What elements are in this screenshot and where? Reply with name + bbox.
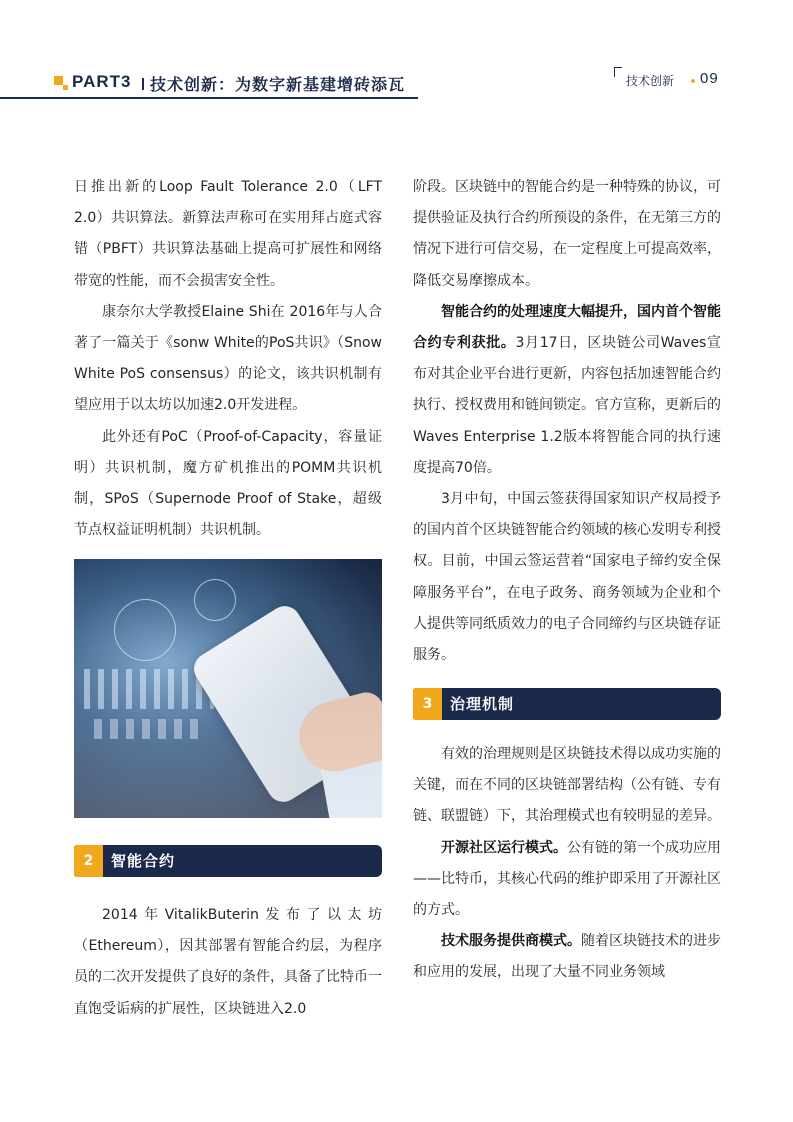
part-label: PART3 [72, 72, 132, 91]
paragraph: 2014年VitalikButerin发布了以太坊（Ethereum），因其部署有智能合约层，为程序员的二次开发提供了良好的条件，具备了比特币一直饱受诟病的扩展性，区块链进入2.0 [74, 907, 382, 1017]
paragraph: 康奈尔大学教授Elaine Shi在 2016年与人合著了一篇关于《sonw White的PoS共识》（Snow White PoS consensus）的论文，该共识机制有望应用于以太坊以加速2.0开发进程。 [74, 303, 382, 414]
page-number: 09 [700, 70, 719, 87]
paragraph [413, 833, 721, 927]
paragraph: 阶段。区块链中的智能合约是一种特殊的协议，可提供验证及执行合约所预设的条件，在无第三方的情况下进行可信交易，在一定程度上可提高效率，降低交易摩擦成本。 [413, 179, 721, 289]
header-divider [142, 78, 144, 90]
section-name: 技术创新 [626, 74, 675, 88]
section-title: 智能合约 [111, 852, 176, 870]
paragraph-text: 3月17日，区块链公司Waves宣布对其企业平台进行更新，内容包括加速智能合约执行、授权费用和链间锁定。官方宣称，更新后的Waves Enterprise 1.2版本将智能合同的执行速度提高70倍。 [413, 335, 721, 476]
right-column-lower [413, 739, 721, 989]
left-column-lower [74, 900, 382, 1025]
section-number: 3 [413, 688, 442, 720]
paragraph: 此外还有PoC（Proof-of-Capacity，容量证明）共识机制，魔方矿机推出的POMM共识机制，SPoS（Supernode Proof of Stake，超级节点权益证明机制）共识机制。 [74, 428, 382, 539]
part-marker-icon [54, 76, 66, 90]
paragraph: 日推出新的Loop Fault Tolerance 2.0（LFT 2.0）共识算法。新算法声称可在实用拜占庭式容错（PBFT）共识算法基础上提高可扩展性和网络带宽的性能，而不会损害安全性。 [74, 179, 382, 289]
bold-lead: 开源社区运行模式。 [441, 839, 567, 856]
bold-lead: 技术服务提供商模式。 [441, 933, 581, 950]
paragraph: 3月中旬，中国云签获得国家知识产权局授予的国内首个区块链智能合约领域的核心发明专利授权。目前，中国云签运营着“国家电子缔约安全保障服务平台”，在电子政务、商务领域为企业和个人提供等同纸质效力的电子合同缔约与区块链存证服务。 [413, 491, 721, 664]
section-2-header [74, 845, 382, 877]
paragraph-text: 随着区块链技术的进步和应用的发展，出现了大量不同业务领域 [413, 933, 721, 981]
paragraph: 有效的治理规则是区块链技术得以成功实施的关键，而在不同的区块链部署结构（公有链、专有链、联盟链）下，其治理模式也有较明显的差异。 [413, 746, 721, 825]
section-title: 治理机制 [450, 695, 515, 713]
paragraph-text: 公有链的第一个成功应用——比特币，其核心代码的维护即采用了开源社区的方式。 [413, 839, 721, 919]
section-3-header [413, 688, 721, 720]
paragraph [413, 297, 721, 484]
right-column [413, 172, 721, 671]
chapter-title: 技术创新：为数字新基建增砖添瓦 [150, 75, 406, 94]
bold-lead: 智能合约的处理速度大幅提升，国内首个智能合约专利获批。 [413, 303, 721, 352]
bracket-icon [614, 67, 622, 77]
dot-icon [691, 79, 695, 83]
section-number: 2 [74, 845, 103, 877]
tablet-photo [74, 559, 382, 818]
left-column [74, 172, 382, 546]
photo-glow [74, 559, 382, 818]
paragraph [413, 926, 721, 988]
header-rule [0, 97, 418, 99]
